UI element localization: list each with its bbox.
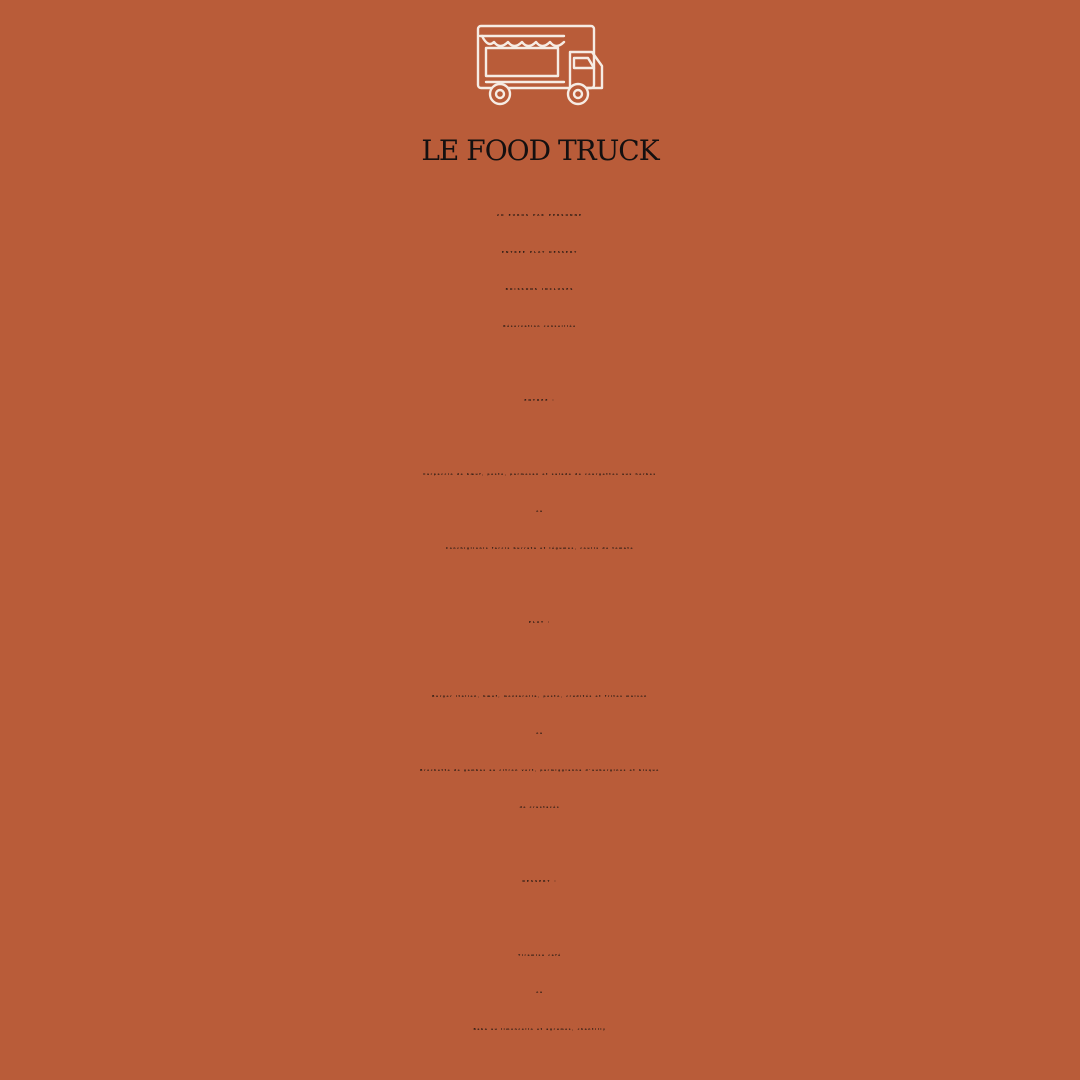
dessert-option-1: Tiramisu café <box>518 953 562 957</box>
dessert-separator: ou <box>536 990 544 994</box>
dessert-heading: DESSERT : <box>522 879 558 883</box>
plat-option-2-line-2: de crustacés <box>519 805 561 809</box>
plat-heading: PLAT : <box>528 620 552 624</box>
entree-separator: ou <box>536 509 544 513</box>
formula-line: ENTREE PLAT DESSERT <box>501 250 579 254</box>
entree-option-1: Carpaccio de bœuf, pesto, parmesan et salade de courgettes aux herbes <box>423 472 657 476</box>
drinks-line: BOISSONS INCLUSES <box>505 287 575 291</box>
entree-heading: ENTREE : <box>524 398 556 402</box>
price-line: 2O EUROS PAR PERSONNE <box>496 213 584 217</box>
dessert-option-2: Baba au limoncello et agrumes, chantilly <box>473 1027 607 1031</box>
plat-option-1: Burger italien, bœuf, mozzarella, pesto, crudités et frites maison <box>432 694 648 698</box>
page-title: LE FOOD TRUCK <box>421 134 659 167</box>
entree-option-2: Conchiglionis farcis burrata et légumes, coulis de tomate <box>445 546 635 550</box>
food-truck-icon <box>474 22 606 110</box>
plat-option-2-line-1: Brochette de gambas au citron vert, parmiggianna d’aubergines et bisque <box>420 768 660 772</box>
reservation-line: Réservation conseillée <box>503 324 577 328</box>
plat-separator: ou <box>536 731 544 735</box>
